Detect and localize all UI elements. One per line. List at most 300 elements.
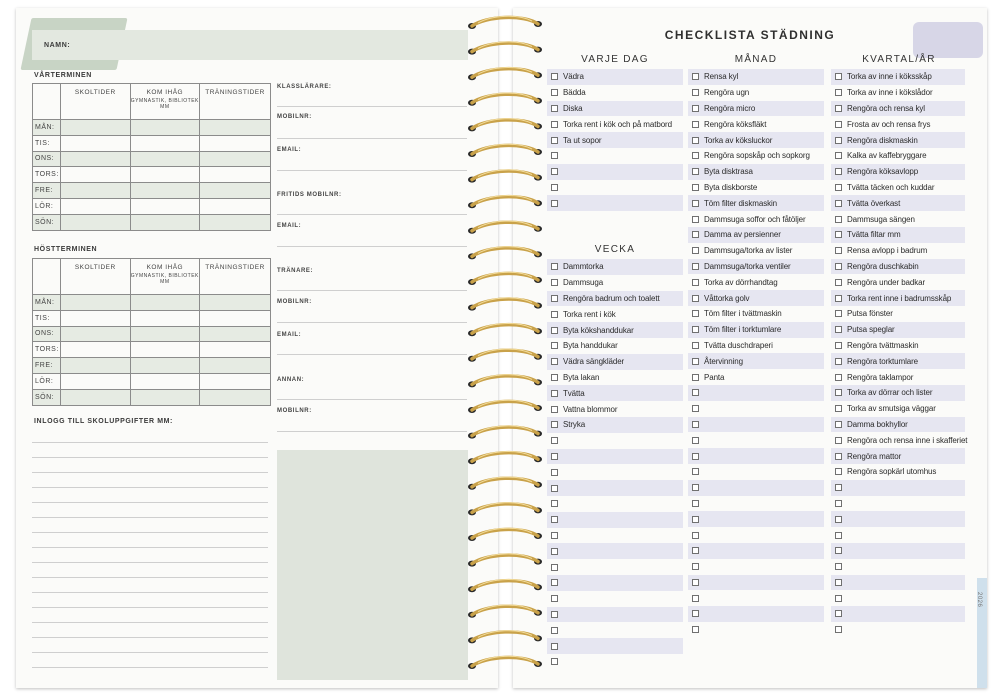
contact-write-line[interactable] <box>277 431 467 432</box>
checkbox[interactable] <box>835 595 842 602</box>
spiral-ring <box>468 656 542 669</box>
checkbox[interactable] <box>551 627 558 634</box>
checkbox[interactable] <box>551 279 558 286</box>
school-time-cell[interactable] <box>60 295 130 311</box>
checkbox[interactable] <box>551 184 558 191</box>
header-blank <box>33 84 61 120</box>
checklist-item <box>547 164 683 180</box>
notes-write-line[interactable] <box>32 457 268 458</box>
checklist-item <box>547 401 683 417</box>
checkbox[interactable] <box>692 500 699 507</box>
checkbox[interactable] <box>551 564 558 571</box>
checklist-item <box>547 464 683 480</box>
checkbox[interactable] <box>692 105 699 112</box>
checkbox[interactable] <box>835 547 842 554</box>
spiral-ring <box>468 196 542 209</box>
checklist-item <box>831 606 965 622</box>
checkbox[interactable] <box>835 516 842 523</box>
checkbox[interactable] <box>551 121 558 128</box>
checklist-item <box>547 543 683 559</box>
checkbox[interactable] <box>692 437 699 444</box>
school-time-cell[interactable] <box>60 310 130 326</box>
checklist-item <box>831 322 965 338</box>
autumn-term-title: HÖSTTERMINEN <box>34 246 98 253</box>
checklist-item-label: Byta disktrasa <box>704 167 753 177</box>
login-label: INLOGG TILL SKOLUPPGIFTER MM: <box>34 418 173 425</box>
checklist-item <box>831 559 965 575</box>
checkbox[interactable] <box>835 89 842 96</box>
training-time-cell[interactable] <box>200 120 271 136</box>
training-time-cell[interactable] <box>200 214 271 230</box>
checkbox[interactable] <box>692 421 699 428</box>
header-remember-label: KOM IHÅG <box>146 89 184 96</box>
notes-write-line[interactable] <box>32 517 268 518</box>
checklist-item <box>547 385 683 401</box>
checkbox[interactable] <box>551 516 558 523</box>
checkbox[interactable] <box>551 73 558 80</box>
day-label: TIS: <box>33 310 61 326</box>
schedule-row <box>33 151 271 167</box>
checklist-item <box>688 180 824 196</box>
contact-label: MOBILNR: <box>277 408 312 414</box>
checkbox[interactable] <box>835 295 842 302</box>
autumn-header-row <box>33 259 271 295</box>
checklist-item <box>831 211 965 227</box>
checklist-item <box>688 290 824 306</box>
header-blank <box>33 259 61 295</box>
checkbox[interactable] <box>835 579 842 586</box>
checklist-item <box>688 480 824 496</box>
school-time-cell[interactable] <box>60 389 130 405</box>
school-time-cell[interactable] <box>60 167 130 183</box>
checkbox[interactable] <box>835 610 842 617</box>
checklist-item <box>547 496 683 512</box>
checklist-item <box>547 338 683 354</box>
remember-cell[interactable] <box>130 310 200 326</box>
checklist-item <box>831 527 965 543</box>
spiral-ring <box>468 119 542 132</box>
school-time-cell[interactable] <box>60 183 130 199</box>
checkbox[interactable] <box>835 152 842 159</box>
contact-write-line[interactable] <box>277 106 467 107</box>
spiral-ring <box>468 144 542 157</box>
schedule-row <box>33 198 271 214</box>
training-time-cell[interactable] <box>200 183 271 199</box>
checkbox[interactable] <box>692 358 699 365</box>
checklist-item <box>831 116 965 132</box>
checkbox[interactable] <box>551 532 558 539</box>
checklist-item <box>688 448 824 464</box>
checklist-item-label: Rengöra micro <box>704 103 756 113</box>
checklist-item-label: Vattna blommor <box>563 404 618 414</box>
checkbox[interactable] <box>551 152 558 159</box>
checklist-item-label: Torka rent i kök och på matbord <box>563 119 672 129</box>
checklist-item <box>831 464 965 480</box>
day-label: SÖN: <box>33 214 61 230</box>
checkbox[interactable] <box>551 421 558 428</box>
contact-label: TRÄNARE: <box>277 268 314 274</box>
checklist-item-label: Stryka <box>563 420 586 430</box>
checkbox[interactable] <box>551 643 558 650</box>
checkbox[interactable] <box>835 453 842 460</box>
remember-cell[interactable] <box>130 167 200 183</box>
checkbox[interactable] <box>835 563 842 570</box>
schedule-row <box>33 358 271 374</box>
checkbox[interactable] <box>551 611 558 618</box>
schedule-row <box>33 342 271 358</box>
checkbox[interactable] <box>692 168 699 175</box>
checklist-item <box>688 527 824 543</box>
checklist-item-label: Putsa fönster <box>847 309 893 319</box>
school-time-cell[interactable] <box>60 151 130 167</box>
daily-heading: VARJE DAG <box>581 54 649 65</box>
checkbox[interactable] <box>692 468 699 475</box>
checklist-item-label: Ta ut sopor <box>563 135 602 145</box>
checkbox[interactable] <box>692 137 699 144</box>
day-label: LÖR: <box>33 373 61 389</box>
checklist-item <box>688 69 824 85</box>
checkbox[interactable] <box>692 626 699 633</box>
checklist-item <box>831 180 965 196</box>
notes-write-line[interactable] <box>32 607 268 608</box>
spiral-ring <box>468 170 542 183</box>
checklist-item <box>688 385 824 401</box>
day-label: LÖR: <box>33 198 61 214</box>
notes-write-line[interactable] <box>32 562 268 563</box>
checklist-item <box>688 195 824 211</box>
checkbox[interactable] <box>692 231 699 238</box>
spiral-ring <box>468 272 542 285</box>
checkbox[interactable] <box>835 358 842 365</box>
day-label: SÖN: <box>33 389 61 405</box>
checkbox[interactable] <box>551 327 558 334</box>
contact-label: EMAIL: <box>277 332 302 338</box>
spring-schedule-table <box>32 83 271 231</box>
checkbox[interactable] <box>551 168 558 175</box>
checkbox[interactable] <box>692 563 699 570</box>
checklist-item <box>688 338 824 354</box>
training-time-cell[interactable] <box>200 389 271 405</box>
notes-write-line[interactable] <box>32 442 268 443</box>
checkbox[interactable] <box>835 216 842 223</box>
checkbox[interactable] <box>835 421 842 428</box>
checkbox[interactable] <box>692 595 699 602</box>
checkbox[interactable] <box>551 595 558 602</box>
contact-write-line[interactable] <box>277 214 467 215</box>
remember-cell[interactable] <box>130 198 200 214</box>
checkbox[interactable] <box>835 73 842 80</box>
checkbox[interactable] <box>692 247 699 254</box>
checkbox[interactable] <box>551 342 558 349</box>
notes-write-line[interactable] <box>32 577 268 578</box>
checkbox[interactable] <box>692 547 699 554</box>
header-training-times: TRÄNINGSTIDER <box>200 259 271 295</box>
school-time-cell[interactable] <box>60 358 130 374</box>
notes-box[interactable] <box>277 450 468 680</box>
schedule-row <box>33 326 271 342</box>
checklist-item-label: Torka av inne i köksskåp <box>847 72 932 82</box>
school-time-cell[interactable] <box>60 135 130 151</box>
remember-cell[interactable] <box>130 151 200 167</box>
checklist-item <box>688 132 824 148</box>
checkbox[interactable] <box>835 405 842 412</box>
checkbox[interactable] <box>551 137 558 144</box>
checklist-item <box>831 101 965 117</box>
remember-cell[interactable] <box>130 389 200 405</box>
spiral-ring <box>468 93 542 106</box>
checkbox[interactable] <box>835 326 842 333</box>
training-time-cell[interactable] <box>200 342 271 358</box>
checkbox[interactable] <box>692 89 699 96</box>
checkbox[interactable] <box>692 200 699 207</box>
checklist-item <box>831 511 965 527</box>
checklist-item <box>547 322 683 338</box>
contact-label: MOBILNR: <box>277 114 312 120</box>
checklist-item <box>547 654 683 670</box>
checkbox[interactable] <box>835 468 842 475</box>
checklist-item-label: Tvätta filtar mm <box>847 230 901 240</box>
checkbox[interactable] <box>835 437 842 444</box>
checkbox[interactable] <box>835 532 842 539</box>
checkbox[interactable] <box>835 263 842 270</box>
checkbox[interactable] <box>551 500 558 507</box>
spiral-ring <box>468 68 542 81</box>
checkbox[interactable] <box>551 453 558 460</box>
checklist-item-label: Torka av dörrhandtag <box>704 277 778 287</box>
day-label: ONS: <box>33 151 61 167</box>
checkbox[interactable] <box>692 216 699 223</box>
remember-cell[interactable] <box>130 120 200 136</box>
remember-cell[interactable] <box>130 295 200 311</box>
remember-cell[interactable] <box>130 214 200 230</box>
training-time-cell[interactable] <box>200 358 271 374</box>
checklist-item-label: Töm filter i torktumlare <box>704 325 782 335</box>
checklist-item-label: Rengöra taklampor <box>847 372 914 382</box>
checkbox[interactable] <box>692 342 699 349</box>
checkbox[interactable] <box>551 437 558 444</box>
checklist-item-label: Rensa avlopp i badrum <box>847 246 928 256</box>
checklist-item-label: Rengöra mattor <box>847 451 902 461</box>
checklist-item <box>547 148 683 164</box>
checkbox[interactable] <box>692 310 699 317</box>
spiral-ring <box>468 503 542 516</box>
checkbox[interactable] <box>835 279 842 286</box>
contact-write-line[interactable] <box>277 399 467 400</box>
notes-write-line[interactable] <box>32 637 268 638</box>
checklist-item-label: Torka rent i kök <box>563 309 616 319</box>
notes-write-line[interactable] <box>32 622 268 623</box>
training-time-cell[interactable] <box>200 167 271 183</box>
checkbox[interactable] <box>551 406 558 413</box>
checklist-item <box>688 543 824 559</box>
school-time-cell[interactable] <box>60 373 130 389</box>
checklist-item-label: Rengöra tvättmaskin <box>847 340 919 350</box>
checklist-item-label: Töm filter i tvättmaskin <box>704 309 782 319</box>
checklist-item <box>831 385 965 401</box>
checkbox[interactable] <box>692 532 699 539</box>
notes-write-line[interactable] <box>32 532 268 533</box>
training-time-cell[interactable] <box>200 373 271 389</box>
training-time-cell[interactable] <box>200 295 271 311</box>
checkbox[interactable] <box>551 579 558 586</box>
checkbox[interactable] <box>835 626 842 633</box>
checkbox[interactable] <box>551 105 558 112</box>
remember-cell[interactable] <box>130 183 200 199</box>
checkbox[interactable] <box>692 295 699 302</box>
checkbox[interactable] <box>835 105 842 112</box>
contact-label: EMAIL: <box>277 147 302 153</box>
school-time-cell[interactable] <box>60 326 130 342</box>
training-time-cell[interactable] <box>200 198 271 214</box>
spiral-ring <box>468 324 542 337</box>
spiral-ring <box>468 221 542 234</box>
spiral-ring <box>468 605 542 618</box>
checklist-item <box>547 591 683 607</box>
checkbox[interactable] <box>551 89 558 96</box>
checklist-item <box>831 227 965 243</box>
checkbox[interactable] <box>692 121 699 128</box>
remember-cell[interactable] <box>130 358 200 374</box>
contact-write-line[interactable] <box>277 322 467 323</box>
checklist-item-label: Byta diskborste <box>704 182 758 192</box>
monthly-list <box>688 69 824 638</box>
contact-label: FRITIDS MOBILNR: <box>277 192 342 198</box>
checkbox[interactable] <box>692 263 699 270</box>
checkbox[interactable] <box>692 453 699 460</box>
checkbox[interactable] <box>551 390 558 397</box>
checkbox[interactable] <box>835 121 842 128</box>
checkbox[interactable] <box>835 168 842 175</box>
checklist-item <box>688 369 824 385</box>
notes-write-line[interactable] <box>32 547 268 548</box>
checkbox[interactable] <box>692 579 699 586</box>
header-school-times: SKOLTIDER <box>60 84 130 120</box>
checklist-item-label: Panta <box>704 372 725 382</box>
checklist-item-label: Tvätta täcken och kuddar <box>847 182 935 192</box>
checkbox[interactable] <box>835 342 842 349</box>
remember-cell[interactable] <box>130 373 200 389</box>
checkbox[interactable] <box>835 500 842 507</box>
checkbox[interactable] <box>551 263 558 270</box>
checkbox[interactable] <box>692 484 699 491</box>
checkbox[interactable] <box>692 610 699 617</box>
checkbox[interactable] <box>551 200 558 207</box>
school-time-cell[interactable] <box>60 342 130 358</box>
checklist-item <box>831 132 965 148</box>
checkbox[interactable] <box>835 200 842 207</box>
checklist-item <box>831 496 965 512</box>
checkbox[interactable] <box>551 374 558 381</box>
checkbox[interactable] <box>835 389 842 396</box>
training-time-cell[interactable] <box>200 326 271 342</box>
contact-write-line[interactable] <box>277 246 467 247</box>
checklist-item <box>688 259 824 275</box>
checklist-item <box>547 116 683 132</box>
notes-write-line[interactable] <box>32 667 268 668</box>
notes-write-line[interactable] <box>32 487 268 488</box>
checklist-item-label: Tvätta duschdraperi <box>704 340 773 350</box>
remember-cell[interactable] <box>130 342 200 358</box>
checkbox[interactable] <box>551 548 558 555</box>
checklist-item-label: Damma bokhyllor <box>847 419 908 429</box>
checkbox[interactable] <box>551 311 558 318</box>
contact-write-line[interactable] <box>277 354 467 355</box>
checkbox[interactable] <box>551 469 558 476</box>
schedule-row <box>33 389 271 405</box>
checkbox[interactable] <box>692 152 699 159</box>
checklist-item <box>831 448 965 464</box>
checkbox[interactable] <box>692 405 699 412</box>
checklist-item-label: Diska <box>563 103 583 113</box>
spiral-ring <box>468 42 542 55</box>
notes-write-line[interactable] <box>32 592 268 593</box>
checklist-item-label: Dammsuga soffor och fåtöljer <box>704 214 806 224</box>
checkbox[interactable] <box>551 658 558 665</box>
checkbox[interactable] <box>692 326 699 333</box>
school-time-cell[interactable] <box>60 120 130 136</box>
school-time-cell[interactable] <box>60 198 130 214</box>
checkbox[interactable] <box>551 358 558 365</box>
checklist-item-label: Vädra sängkläder <box>563 357 625 367</box>
training-time-cell[interactable] <box>200 135 271 151</box>
remember-cell[interactable] <box>130 326 200 342</box>
quarterly-heading: KVARTAL/ÅR <box>862 54 936 65</box>
spring-header-row <box>33 84 271 120</box>
checklist-item <box>831 85 965 101</box>
checklist-item <box>547 622 683 638</box>
remember-cell[interactable] <box>130 135 200 151</box>
notes-write-line[interactable] <box>32 472 268 473</box>
notes-write-line[interactable] <box>32 502 268 503</box>
checkbox[interactable] <box>551 485 558 492</box>
contact-write-line[interactable] <box>277 290 467 291</box>
checkbox[interactable] <box>692 389 699 396</box>
checkbox[interactable] <box>835 231 842 238</box>
contact-write-line[interactable] <box>277 170 467 171</box>
checkbox[interactable] <box>692 73 699 80</box>
checklist-item <box>547 370 683 386</box>
checkbox[interactable] <box>835 137 842 144</box>
checklist-item-label: Dammsuga/torka ventiler <box>704 261 791 271</box>
training-time-cell[interactable] <box>200 310 271 326</box>
checklist-item <box>831 622 965 638</box>
checklist-item <box>688 606 824 622</box>
checkbox[interactable] <box>692 516 699 523</box>
contact-write-line[interactable] <box>277 138 467 139</box>
checkbox[interactable] <box>551 295 558 302</box>
checkbox[interactable] <box>835 484 842 491</box>
checkbox[interactable] <box>835 247 842 254</box>
checkbox[interactable] <box>835 374 842 381</box>
checklist-item <box>547 607 683 623</box>
notes-write-line[interactable] <box>32 652 268 653</box>
checklist-item <box>547 275 683 291</box>
school-time-cell[interactable] <box>60 214 130 230</box>
checklist-item-label: Dammsuga <box>563 278 604 288</box>
checklist-item <box>688 432 824 448</box>
checkbox[interactable] <box>835 310 842 317</box>
checklist-item-label: Våttorka golv <box>704 293 750 303</box>
checkbox[interactable] <box>692 279 699 286</box>
weekly-heading: VECKA <box>594 244 636 255</box>
checklist-item <box>831 195 965 211</box>
checkbox[interactable] <box>835 184 842 191</box>
spiral-ring <box>468 400 542 413</box>
training-time-cell[interactable] <box>200 151 271 167</box>
checklist-item <box>831 575 965 591</box>
checkbox[interactable] <box>692 184 699 191</box>
checkbox[interactable] <box>692 374 699 381</box>
